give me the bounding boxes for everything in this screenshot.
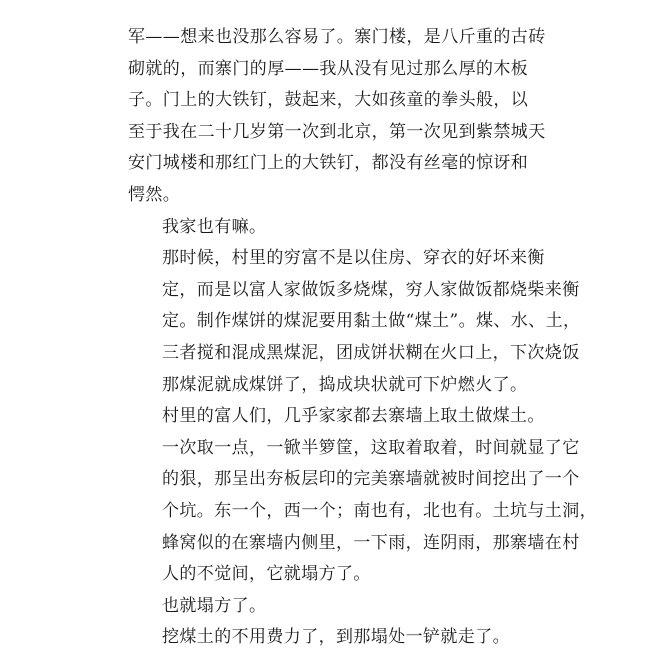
text-line: 人的不觉间，它就塌方了。 — [162, 564, 371, 585]
text-line: 定。制作煤饼的煤泥要用黏土做“煤土”。煤、水、土， — [162, 311, 581, 332]
text-line: 砌就的，而寨门的厚——我从没有见过那么厚的木板 — [128, 58, 529, 79]
text-line: 村里的富人们，几乎家家都去寨墙上取土做煤土。 — [162, 406, 545, 427]
book-page-text — [128, 22, 597, 654]
text-line: 愕然。 — [128, 184, 181, 205]
text-line: 我家也有嘛。 — [162, 216, 267, 237]
paragraph-easy-digging — [128, 622, 523, 654]
paragraph-wall-digging — [128, 401, 597, 591]
text-line: 至于我在二十几岁第一次到北京，第一次见到紫禁城天 — [128, 121, 546, 142]
text-line: 也就塌方了。 — [162, 595, 267, 616]
text-line: 一次取一点，一锨半箩筐，这取着取着，时间就显了它 — [162, 437, 580, 458]
text-line: 那煤泥就成煤饼了，捣成块状就可下炉燃火了。 — [162, 374, 528, 395]
text-line: 三者搅和混成黑煤泥，团成饼状糊在火口上，下次烧饭 — [162, 342, 580, 363]
text-line: 子。门上的大铁钉，鼓起来，大如孩童的拳头般，以 — [128, 90, 529, 111]
paragraph-wealth-coal — [128, 243, 581, 401]
paragraph-gate-description — [128, 22, 546, 212]
text-line: 那时候，村里的穷富不是以住房、穿衣的好坏来衡 — [162, 248, 545, 269]
paragraph-collapsed — [128, 591, 523, 623]
text-line: 定，而是以富人家做饭多烧煤，穷人家做饭都烧柴来衡 — [162, 279, 580, 300]
text-line: 挖煤土的不用费力了，到那塌处一铲就走了。 — [162, 627, 510, 648]
text-line: 个坑。东一个，西一个；南也有，北也有。土坑与土洞， — [162, 500, 597, 521]
text-line: 安门城楼和那红门上的大铁钉，都没有丝毫的惊讶和 — [128, 153, 529, 174]
text-line: 蜂窝似的在寨墙内侧里，一下雨，连阴雨，那寨墙在村 — [162, 532, 580, 553]
text-line: 军——想来也没那么容易了。寨门楼，是八斤重的古砖 — [128, 27, 546, 47]
paragraph-my-home — [128, 212, 523, 244]
text-line: 的狠，那呈出夯板层印的完美寨墙就被时间挖出了一个 — [162, 469, 580, 490]
